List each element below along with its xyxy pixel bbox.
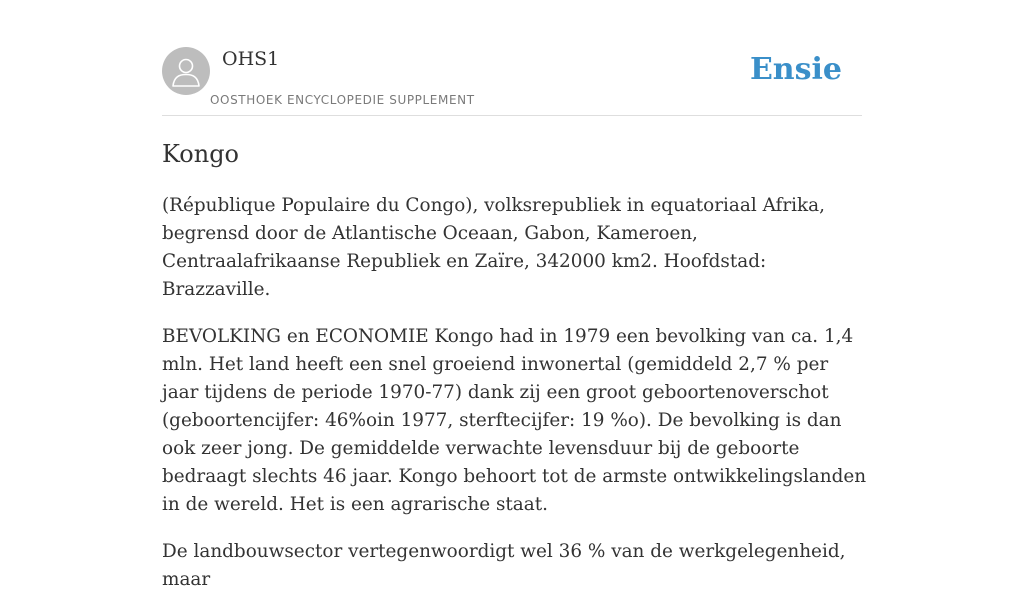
article-body [162, 192, 867, 613]
article-paragraph: BEVOLKING en ECONOMIE Kongo had in 1979 een bevolking van ca. 1,4 mln. Het land heeft een snel groeiend inwonertal (gemiddeld 2,7 % per jaar tijdens de periode 1970-77) dank zij een groot geboortenoverschot (geboortencijfer: 46%oin 1977, sterftecijfer: 19 %o). De bevolking is dan ook zeer jong. De gemiddelde verwachte levensduur bij de geboorte bedraagt slechts 46 jaar. Kongo behoort tot de armste ontwikkelingslanden in de wereld. Het is een agrarische staat. [162, 326, 867, 515]
author-avatar[interactable] [162, 47, 210, 95]
article-header [162, 47, 862, 116]
article-paragraph: De landbouwsector vertegenwoordigt wel 36 % van de werkgelegenheid, maar [162, 541, 846, 590]
article-title: Kongo [162, 140, 240, 168]
brand-logo[interactable]: Ensie [749, 52, 842, 87]
article-paragraph: (République Populaire du Congo), volksrepubliek in equatoriaal Afrika, begrensd door de Atlantische Oceaan, Gabon, Kameroen, Centraalafrikaanse Republiek en Zaïre, 342000 km2. Hoofdstad: Brazzaville. [162, 195, 825, 300]
user-silhouette-icon [162, 47, 210, 95]
author-name[interactable]: OHS1 [222, 48, 280, 70]
source-label[interactable]: OOSTHOEK ENCYCLOPEDIE SUPPLEMENT [210, 93, 475, 107]
